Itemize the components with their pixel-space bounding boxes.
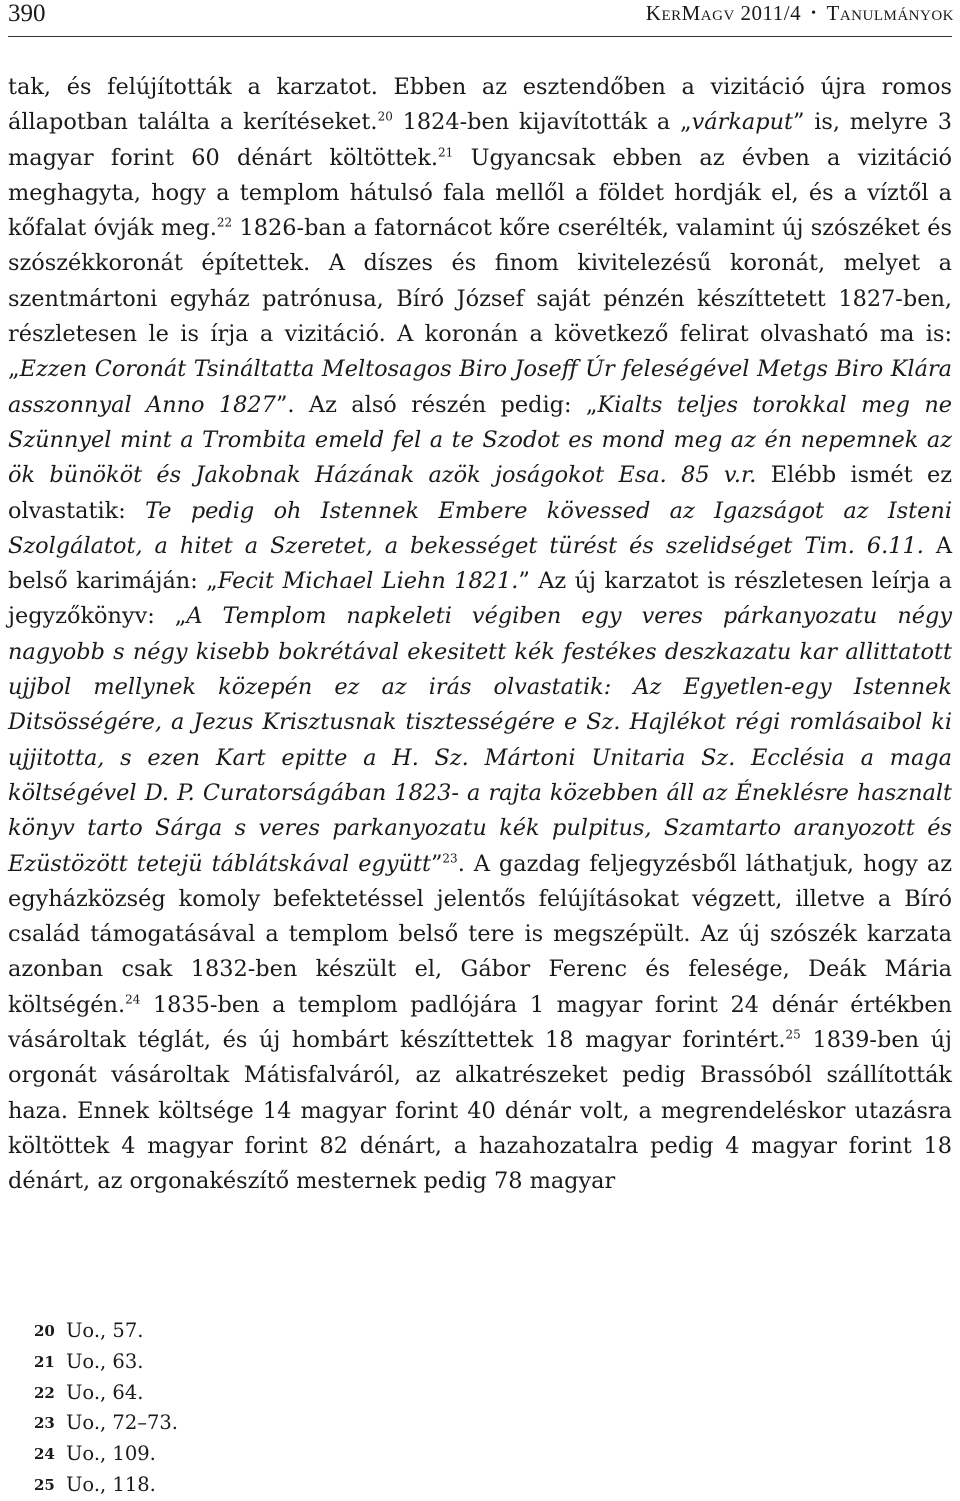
footnote-text: Uo., 72–73. [66, 1411, 179, 1435]
footnote-text: Uo., 63. [66, 1349, 144, 1373]
page-number: 390 [8, 0, 46, 27]
quote-inscription-1: Ezzen Coronát Tsináltatta Meltosagos Biro Joseff Úr feleségével Metgs Biro Klára asszonnyal Anno 1827 [8, 356, 952, 418]
footnote-number: 23 [34, 1414, 55, 1433]
main-paragraph [8, 70, 952, 1200]
text-run: Ugyancsak ebben az évben a vizitáció meghagyta, hogy a templom hátulsó fala mellől a földet hordják el, és a víztől a kőfalat óvják meg. [8, 144, 952, 242]
footnote [34, 1316, 434, 1347]
page-header [0, 0, 960, 34]
quote-inscription-2: Kialts teljes torokkal meg ne Szünnyel mint a Trombita emeld fel a te Szodot es mond meg az én nepemnek az ök bünököt és Jakobnak Házának azök joságokot Esa. 85 v.r. [8, 391, 952, 489]
text-run: 1824-ben kijavították a „ [392, 109, 692, 136]
footnote-ref-23[interactable]: 23 [442, 851, 458, 866]
footnote-ref-22[interactable]: 22 [216, 215, 233, 230]
running-head [646, 1, 954, 26]
text-run: 1835-ben a templom padlójára 1 magyar forint 24 dénár értékben vásároltak téglát, és új hombárt készíttettek 18 magyar forintért. [8, 991, 952, 1054]
footnote [34, 1470, 434, 1501]
header-rule [8, 36, 952, 37]
footnote-text: Uo., 57. [66, 1319, 144, 1342]
footnote [34, 1347, 434, 1378]
body-text [8, 70, 952, 1200]
footnote-text: Uo., 64. [66, 1380, 144, 1404]
footnote [34, 1378, 434, 1409]
bullet-separator: • [811, 6, 817, 21]
journal-title: KerMagv 2011/4 [645, 1, 802, 25]
footnote-text: Uo., 109. [66, 1442, 156, 1466]
text-run: . A gazdag feljegyzésből láthatjuk, hogy az egyházközség komoly befektetéssel jelentős felújításokat végzett, illetve a Bíró család támogatásával a templom belső tere is megszépült. Az új szószék karzata azonban csak 1832-ben készült el, Gábor Ferenc és felesége, Deák Mária költségén. [8, 850, 953, 1018]
footnote [34, 1408, 434, 1439]
text-run: 1839-ben új orgonát vásároltak Mátisfalváról, az alkatrészeket pedig Brassóból szállították haza. Ennek költsége 14 magyar forint 40 dénár volt, a megrendeléskor utazásra költöttek 4 magyar forint 82 dénárt, a hazahozatalra pedig 4 magyar forint 18 dénárt, az orgonakészítő mesternek pedig 78 magyar [8, 1027, 952, 1195]
footnote-text: Uo., 118. [66, 1472, 156, 1496]
footnote-number: 25 [34, 1475, 55, 1494]
text-run: ”. Az alsó részén pedig: „ [275, 391, 598, 418]
italic-run: várkaput [691, 109, 793, 136]
section-title: Tanulmányok [826, 1, 954, 25]
text-run: ” Az új karzatot is részletesen leírja a jegyzőkönyv: „ [8, 568, 952, 630]
text-run: ” [430, 850, 443, 877]
footnote-number: 20 [34, 1322, 55, 1340]
footnote-ref-25[interactable]: 25 [785, 1027, 801, 1042]
footnotes [34, 1316, 434, 1501]
footnote-number: 22 [34, 1383, 55, 1402]
footnote [34, 1439, 434, 1470]
footnote-ref-21[interactable]: 21 [438, 145, 454, 160]
quote-inscription-3: Te pedig oh Istennek Embere kövessed az Igazságot az Isteni Szolgálatot, a hitet a Szeretet, a bekességet türést és szelidséget Tim. 6.11. [8, 497, 952, 559]
text-run: A belső karimáján: „ [8, 532, 952, 595]
footnote-ref-24[interactable]: 24 [125, 992, 141, 1007]
quote-protocol: A Templom napkeleti végiben egy veres párkanyozatu négy nagyobb s négy kisebb bokrétával ekesitett kék festékes deszkazatu kar allittatott ujjbol mellynek közepén ez az irás olvastatik: Az Egyetlen-egy Istennek Ditsösségére, a Jezus Krisztusnak tisztességére e Sz. Hajlékot régi romlásaibol ki ujjitotta, s ezen Kart epitte a H. Sz. Mártoni Unitaria Sz. Ecclésia a maga költségével D. P. Curatorságában 1823- a rajta közebben áll az Éneklésre hasznalt könyv tarto Sárga s veres parkanyozatu kék pulpitus, Szamtarto aranyozott és Ezüstözött tetejü táblátskával együtt [8, 603, 952, 877]
quote-inscription-4: Fecit Michael Liehn 1821. [217, 568, 519, 595]
text-run: 1826-ban a fatornácot kőre cserélték, valamint új szószéket és szószékkoronát építettek. A díszes és finom kivitelezésű koronát, melyet a szentmártoni egyház patrónusa, Bíró József saját pénzén készíttetett 1827-ben, részletesen le is írja a vizitáció. A koronán a következő felirat olvasható ma is: „ [8, 215, 952, 383]
footnote-number: 24 [34, 1445, 55, 1464]
text-run: Elébb ismét ez olvastatik: [8, 462, 952, 524]
text-run: tak, és felújították a karzatot. Ebben az esztendőben a vizitáció újra romos állapotban találta a kerítéseket. [8, 74, 952, 136]
footnote-ref-20[interactable]: 20 [377, 109, 393, 124]
text-run: ” is, melyre 3 magyar forint 60 dénárt költöttek. [8, 109, 953, 171]
footnote-number: 21 [34, 1352, 55, 1371]
